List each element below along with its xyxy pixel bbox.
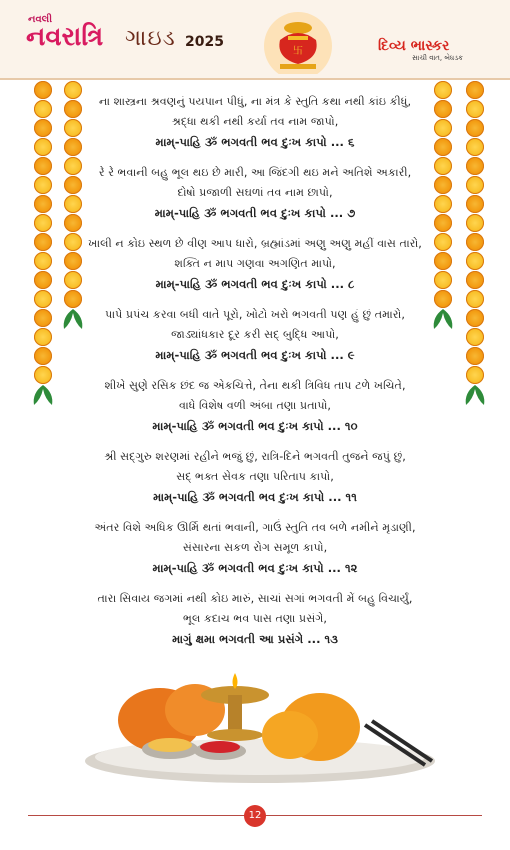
stanza [76,92,434,153]
brand-guide: ગાઇડ [125,26,176,51]
marigold-flower [466,138,484,156]
marigold-flower [434,233,452,251]
publisher-logo: દિવ્ય ભાસ્કર [378,38,450,54]
marigold-flower [34,157,52,175]
marigold-flower [434,119,452,137]
marigold-flower [434,157,452,175]
marigold-flower [34,347,52,365]
marigold-garland-left-outer [30,80,56,411]
marigold-flower [434,100,452,118]
marigold-flower [34,176,52,194]
stanza [76,376,434,437]
verse-line: અંતર વિશે અધિક ઊર્મિ થતાં ભવાની, ગાઉં સ્તુતિ તવ બળે નમીને મૃડાણી, [94,521,416,534]
marigold-flower [434,81,452,99]
marigold-flower [466,100,484,118]
marigold-flower [34,366,52,384]
marigold-flower [34,119,52,137]
verse-line: રે રે ભવાની બહુ ભૂલ થઇ છે મારી, આ જિંદગી થઇ મને અતિશે અકારી, [98,166,412,179]
verse-refrain: મામ્-પાહિ ૐ ભગવતી ભવ દુઃખ કાપો ... ૬ [155,135,355,149]
marigold-flower [34,290,52,308]
marigold-flower [466,176,484,194]
leaf-icon [30,385,56,407]
marigold-flower [34,328,52,346]
marigold-flower [466,81,484,99]
verse-refrain: મામ્-પાહિ ૐ ભગવતી ભવ દુઃખ કાપો ... ૭ [154,206,356,220]
marigold-flower [434,290,452,308]
marigold-flower [466,119,484,137]
marigold-flower [466,328,484,346]
stanza [76,447,434,508]
brand-title: નવરાત્રિ [26,22,104,52]
verse-line: શક્તિ ન માપ ગણવા અગણિત માપો, [174,257,336,270]
stanza [76,305,434,366]
verse-refrain: મામ્-પાહિ ૐ ભગવતી ભવ દુઃખ કાપો ... ૮ [155,277,355,291]
kalash-icon [258,10,338,74]
verse-line: દોષો પ્રજાળી સઘળાં તવ નામ છાપો, [177,186,333,199]
verse-line: ના શાસ્ત્રના શ્રવણનું પયપાન પીધું, ના મંત્ર કે સ્તુતિ કથા નથી કાંઇ કીધું, [98,95,412,108]
marigold-flower [34,100,52,118]
brand-small-text: નવલી [28,14,53,25]
marigold-flower [466,290,484,308]
verse-line: શીખે સુણે રસિક છંદ જ એકચિત્તે, તેના થકી ત્રિવિધ તાપ ટળે ખચિતે, [104,379,406,392]
verse-line: વાધે વિશેષ વળી અંબા તણા પ્રતાપો, [179,399,331,412]
verse-line: જાડ્યાંધકાર દૂર કરી સદ્ બુદ્ધિ આપો, [171,328,339,341]
verse-refrain: માગું ક્ષમા ભગવતી આ પ્રસંગે ... ૧૩ [172,632,338,646]
verse-line: સદ્ ભક્ત સેવક તણા પરિતાપ કાપો, [176,470,334,483]
verse-line: સંસારના સકળ રોગ સમૂળ કાપો, [182,541,328,554]
marigold-flower [466,157,484,175]
verse-line: શ્રદ્ધા થકી નથી કર્યા તવ નામ જાપો, [171,115,339,128]
marigold-garland-right-outer [462,80,488,411]
verse-line: ખાલી ન કોઇ સ્થળ છે વીણ આપ ધારો, બ્રહ્માંડમાં અણુ અણુ મહીં વાસ તારો, [88,237,422,250]
verse-line: તારા સિવાય જગમાં નથી કોઇ મારું, સાચાં સગાં ભગવતી મેં બહુ વિચાર્યું, [97,592,413,605]
marigold-flower [466,347,484,365]
page-number: 12 [244,805,266,827]
leaf-icon [462,385,488,407]
marigold-flower [34,195,52,213]
marigold-flower [466,366,484,384]
marigold-flower [466,271,484,289]
marigold-flower [434,252,452,270]
marigold-flower [466,309,484,327]
verse-refrain: મામ્-પાહિ ૐ ભગવતી ભવ દુઃખ કાપો ... ૧૧ [153,490,357,504]
marigold-flower [34,138,52,156]
verse-line: પાપે પ્રપંચ કરવા બધી વાતે પૂરો, ખોટો ખરો ભગવતી પણ હું છું તમારો, [105,308,405,321]
stanza [76,589,434,650]
stanza [76,163,434,224]
stanza [76,234,434,295]
marigold-flower [466,252,484,270]
puja-thali-image [80,665,440,785]
marigold-flower [34,309,52,327]
brand-year: 2025 [185,34,224,50]
verse-refrain: મામ્-પાહિ ૐ ભગવતી ભવ દુઃખ કાપો ... ૧૨ [152,561,358,575]
marigold-flower [34,81,52,99]
marigold-flower [434,176,452,194]
marigold-flower [434,138,452,156]
marigold-flower [434,214,452,232]
marigold-flower [34,252,52,270]
marigold-flower [434,195,452,213]
marigold-flower [466,233,484,251]
verse-line: ભૂલ કદાચ ભવ પાસ તણા પ્રસંગે, [183,612,327,625]
aarti-text [76,92,434,660]
marigold-flower [34,214,52,232]
marigold-flower [434,271,452,289]
marigold-flower [34,233,52,251]
marigold-flower [466,195,484,213]
marigold-flower [34,271,52,289]
verse-line: શ્રી સદ્ગુરુ શરણમાં રહીને ભજું છું, રાત્રિ-દિને ભગવતી તુજને જપું છું, [104,450,406,463]
verse-refrain: મામ્-પાહિ ૐ ભગવતી ભવ દુઃખ કાપો ... ૧૦ [152,419,358,433]
verse-refrain: મામ્-પાહિ ૐ ભગવતી ભવ દુઃખ કાપો ... ૯ [155,348,355,362]
marigold-flower [466,214,484,232]
svg-text:卐: 卐 [293,46,303,57]
stanza [76,518,434,579]
publisher-tagline: સાચી વાત, બેધડક [412,54,463,62]
header-banner [0,0,510,80]
